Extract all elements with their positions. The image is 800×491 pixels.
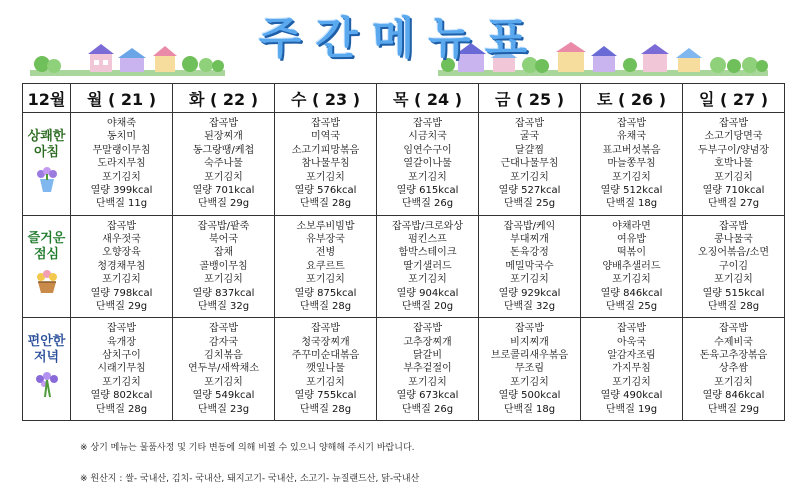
dish-item: 주꾸미순대볶음 <box>291 350 360 362</box>
dish-item: 잡곡밥 <box>719 220 748 232</box>
dish-item: 잡곡밥 <box>515 117 544 129</box>
dish-item: 잡곡밥 <box>311 323 340 335</box>
dish-item: 달걀찜 <box>515 144 544 156</box>
day-header: 화 ( 22 ) <box>173 84 275 113</box>
dish-item: 새우젓국 <box>102 233 141 245</box>
day-header-row <box>23 84 785 113</box>
dish-item: 잡곡밥 <box>719 323 748 335</box>
dish-item: 포기김치 <box>204 274 243 286</box>
dish-item: 가지무침 <box>612 363 651 375</box>
meal-label-text: 점심 <box>33 247 60 263</box>
dish-item: 포기김치 <box>306 274 345 286</box>
dish-item: 포기김치 <box>408 171 447 183</box>
calorie-text: 열량 500kcal <box>498 390 561 402</box>
calorie-text: 열량 755kcal <box>294 390 357 402</box>
dish-item: 참나물무침 <box>301 158 350 170</box>
menu-change-note: ※ 상기 메뉴는 물품사정 및 기타 변동에 의해 비뀔 수 있으니 양해해 주시기 바랍니다. <box>80 443 415 453</box>
dish-item: 잡곡밥 <box>515 323 544 335</box>
dish-item: 유채국 <box>617 131 646 143</box>
protein-text: 단백질 32g <box>197 301 250 312</box>
dish-item: 청국장찌개 <box>301 336 350 348</box>
dish-item: 전병 <box>315 247 336 259</box>
protein-text: 단백질 26g <box>401 198 454 210</box>
calorie-text: 열량 490kcal <box>600 390 663 402</box>
dish-item: 호박나물 <box>714 158 753 170</box>
dish-item: 콩나물국 <box>714 233 753 245</box>
dish-item: 포기김치 <box>714 274 753 286</box>
menu-cell <box>275 318 377 421</box>
dish-item: 잡곡밥/팥죽 <box>197 220 250 232</box>
protein-text: 단백질 28g <box>299 198 352 210</box>
protein-text: 단백질 28g <box>95 403 148 415</box>
protein-text: 단백질 23g <box>197 403 250 415</box>
dish-item: 펌킨스프 <box>408 233 447 245</box>
meal-label-text: 상쾌한 <box>27 128 66 144</box>
dish-item: 야채라면 <box>612 220 651 232</box>
meal-label-text: 아침 <box>33 144 60 160</box>
dish-item: 소고기당면국 <box>704 131 763 143</box>
dish-item: 돈육고추장볶음 <box>699 350 768 362</box>
menu-cell <box>71 215 173 318</box>
dish-item: 포기김치 <box>102 274 141 286</box>
dish-item: 잡곡밥 <box>413 323 442 335</box>
dish-item: 포기김치 <box>408 274 447 286</box>
dish-item: 부추겉절이 <box>403 363 452 375</box>
dish-item: 야채죽 <box>107 117 136 129</box>
calorie-text: 열량 576kcal <box>294 184 357 196</box>
protein-text: 단백질 25g <box>503 198 556 210</box>
dish-item: 된장찌개 <box>204 131 243 143</box>
dish-item: 포기김치 <box>306 376 345 388</box>
title-band <box>0 0 800 80</box>
menu-table <box>22 83 785 421</box>
calorie-text: 열량 701kcal <box>192 184 255 196</box>
menu-cell <box>173 215 275 318</box>
dish-item: 근대나물무침 <box>500 158 559 170</box>
dish-item: 동그랑땡/케첩 <box>192 144 255 156</box>
dish-item: 알감자조림 <box>607 350 656 362</box>
dish-item: 함박스테이크 <box>398 247 457 259</box>
meal-row <box>23 215 785 318</box>
dish-item: 청경채무침 <box>97 260 146 272</box>
dish-item: 잡곡밥 <box>107 323 136 335</box>
calorie-text: 열량 846kcal <box>702 390 765 402</box>
menu-cell <box>581 215 683 318</box>
dish-item: 잡곡밥 <box>209 117 238 129</box>
menu-cell <box>173 318 275 421</box>
dish-item: 소고기피망볶음 <box>291 144 360 156</box>
calorie-text: 열량 615kcal <box>396 184 459 196</box>
dish-item: 육개장 <box>107 336 136 348</box>
day-header: 금 ( 25 ) <box>479 84 581 113</box>
dish-item: 포기김치 <box>408 376 447 388</box>
protein-text: 단백질 18g <box>605 198 658 210</box>
dish-item: 북어국 <box>209 233 238 245</box>
dish-item: 골뱅이무침 <box>199 260 248 272</box>
protein-text: 단백질 11g <box>95 198 148 210</box>
menu-cell <box>581 318 683 421</box>
menu-cell <box>479 113 581 216</box>
meal-row <box>23 113 785 216</box>
dish-item: 브로콜리새우볶음 <box>490 350 569 362</box>
protein-text: 단백질 32g <box>503 301 556 312</box>
day-header: 일 ( 27 ) <box>683 84 785 113</box>
dish-item: 구이김 <box>719 260 748 272</box>
flower-pot-icon <box>23 165 70 199</box>
calorie-text: 열량 549kcal <box>192 390 255 402</box>
dish-item: 무조림 <box>515 363 544 375</box>
dish-item: 돈육강정 <box>510 247 549 259</box>
dish-item: 딸기샐러드 <box>403 260 452 272</box>
calorie-text: 열량 875kcal <box>294 287 357 299</box>
dish-item: 아욱국 <box>617 336 646 348</box>
dish-item: 포기김치 <box>306 171 345 183</box>
dish-item: 잡곡밥 <box>413 117 442 129</box>
dish-item: 부대찌개 <box>510 233 549 245</box>
protein-text: 단백질 29g <box>707 403 760 415</box>
calorie-text: 열량 798kcal <box>90 287 153 299</box>
dish-item: 삼치구이 <box>102 350 141 362</box>
protein-text: 단백질 28g <box>299 301 352 312</box>
calorie-text: 열량 512kcal <box>600 184 663 196</box>
calorie-text: 열량 802kcal <box>90 390 153 402</box>
protein-text: 단백질 29g <box>95 301 148 312</box>
dish-item: 포기김치 <box>102 171 141 183</box>
dish-item: 잡곡밥 <box>617 117 646 129</box>
dish-item: 잡곡밥/크로와상 <box>392 220 463 232</box>
protein-text: 단백질 26g <box>401 403 454 415</box>
protein-text: 단백질 27g <box>707 198 760 210</box>
day-header: 토 ( 26 ) <box>581 84 683 113</box>
dish-item: 양배추샐러드 <box>602 260 661 272</box>
day-header: 목 ( 24 ) <box>377 84 479 113</box>
dish-item: 두부구이/양념장 <box>698 144 769 156</box>
meal-label <box>23 318 71 421</box>
page-title: 주간메뉴표 <box>258 13 542 64</box>
meal-label <box>23 215 71 318</box>
calorie-text: 열량 837kcal <box>192 287 255 299</box>
dish-item: 마늘쫑무침 <box>607 158 656 170</box>
dish-item: 김치볶음 <box>204 350 243 362</box>
dish-item: 포기김치 <box>612 171 651 183</box>
dish-item: 잡곡밥 <box>107 220 136 232</box>
dish-item: 굴국 <box>519 131 540 143</box>
dish-item: 무말랭이무침 <box>92 144 151 156</box>
dish-item: 숙주나물 <box>204 158 243 170</box>
protein-text: 단백질 29g <box>197 198 250 210</box>
menu-cell <box>275 113 377 216</box>
calorie-text: 열량 904kcal <box>396 287 459 299</box>
dish-item: 도라지무침 <box>97 158 146 170</box>
dish-item: 잡곡밥/케익 <box>503 220 556 232</box>
meal-label-text: 편안한 <box>27 334 66 350</box>
menu-cell <box>581 113 683 216</box>
flower-bunch-icon <box>23 370 70 404</box>
protein-text: 단백질 19g <box>605 403 658 415</box>
dish-item: 잡곡밥 <box>719 117 748 129</box>
dish-item: 감자국 <box>209 336 238 348</box>
menu-body <box>23 113 785 421</box>
meal-label <box>23 113 71 216</box>
calorie-text: 열량 673kcal <box>396 390 459 402</box>
menu-cell <box>71 113 173 216</box>
dish-item: 고추장찌개 <box>403 336 452 348</box>
day-header: 수 ( 23 ) <box>275 84 377 113</box>
dish-item: 깻잎나물 <box>306 363 345 375</box>
dish-item: 임연수구이 <box>403 144 452 156</box>
dish-item: 수제비국 <box>714 336 753 348</box>
menu-cell <box>377 113 479 216</box>
dish-item: 유부장국 <box>306 233 345 245</box>
dish-item: 동치미 <box>107 131 136 143</box>
dish-item: 닭갈비 <box>413 350 442 362</box>
dish-item: 소보루비빔밥 <box>296 220 355 232</box>
dish-item: 오징어볶음/소면 <box>698 247 769 259</box>
calorie-text: 열량 846kcal <box>600 287 663 299</box>
dish-item: 포기김치 <box>204 376 243 388</box>
day-header: 월 ( 21 ) <box>71 84 173 113</box>
dish-item: 포기김치 <box>714 376 753 388</box>
dish-item: 포기김치 <box>612 274 651 286</box>
dish-item: 포기김치 <box>510 376 549 388</box>
protein-text: 단백질 18g <box>503 403 556 415</box>
dish-item: 잡곡밥 <box>311 117 340 129</box>
menu-cell <box>275 215 377 318</box>
dish-item: 포기김치 <box>102 376 141 388</box>
meal-label-text: 저녁 <box>33 350 60 366</box>
dish-item: 여유밥 <box>617 233 646 245</box>
menu-cell <box>479 215 581 318</box>
dish-item: 비지찌개 <box>510 336 549 348</box>
dish-item: 시래기무침 <box>97 363 146 375</box>
calorie-text: 열량 515kcal <box>702 287 765 299</box>
protein-text: 단백질 28g <box>299 403 352 415</box>
menu-cell <box>683 318 785 421</box>
protein-text: 단백질 25g <box>605 301 658 312</box>
menu-cell <box>683 215 785 318</box>
calorie-text: 열량 710kcal <box>702 184 765 196</box>
menu-cell <box>377 215 479 318</box>
dish-item: 미역국 <box>311 131 340 143</box>
dish-item: 메밀막국수 <box>505 260 554 272</box>
calorie-text: 열량 929kcal <box>498 287 561 299</box>
menu-cell <box>71 318 173 421</box>
dish-item: 잡곡밥 <box>209 323 238 335</box>
dish-item: 시금치국 <box>408 131 447 143</box>
dish-item: 포기김치 <box>612 376 651 388</box>
dish-item: 상추쌈 <box>719 363 748 375</box>
dish-item: 표고버섯볶음 <box>602 144 661 156</box>
dish-item: 오향장육 <box>102 247 141 259</box>
dish-item: 포기김치 <box>714 171 753 183</box>
flower-basket-icon <box>23 267 70 301</box>
protein-text: 단백질 20g <box>401 301 454 312</box>
protein-text: 단백질 28g <box>707 301 760 312</box>
origin-note: ※ 원산지 : 쌀- 국내산, 김치- 국내산, 돼지고기- 국내산, 소고기- 뉴질랜드산, 닭-국내산 <box>80 474 420 484</box>
dish-item: 포기김치 <box>204 171 243 183</box>
menu-cell <box>377 318 479 421</box>
menu-cell <box>173 113 275 216</box>
dish-item: 잡곡밥 <box>617 323 646 335</box>
dish-item: 포기김치 <box>510 274 549 286</box>
menu-cell <box>683 113 785 216</box>
dish-item: 잡채 <box>213 247 234 259</box>
dish-item: 연두부/새싹채소 <box>188 363 259 375</box>
dish-item: 떡볶이 <box>617 247 646 259</box>
dish-item: 열갈이나물 <box>403 158 452 170</box>
dish-item: 포기김치 <box>510 171 549 183</box>
meal-row <box>23 318 785 421</box>
dish-item: 요쿠르트 <box>306 260 345 272</box>
calorie-text: 열량 527kcal <box>498 184 561 196</box>
menu-cell <box>479 318 581 421</box>
month-header: 12월 <box>23 84 71 113</box>
calorie-text: 열량 399kcal <box>90 184 153 196</box>
meal-label-text: 즐거운 <box>27 231 66 247</box>
